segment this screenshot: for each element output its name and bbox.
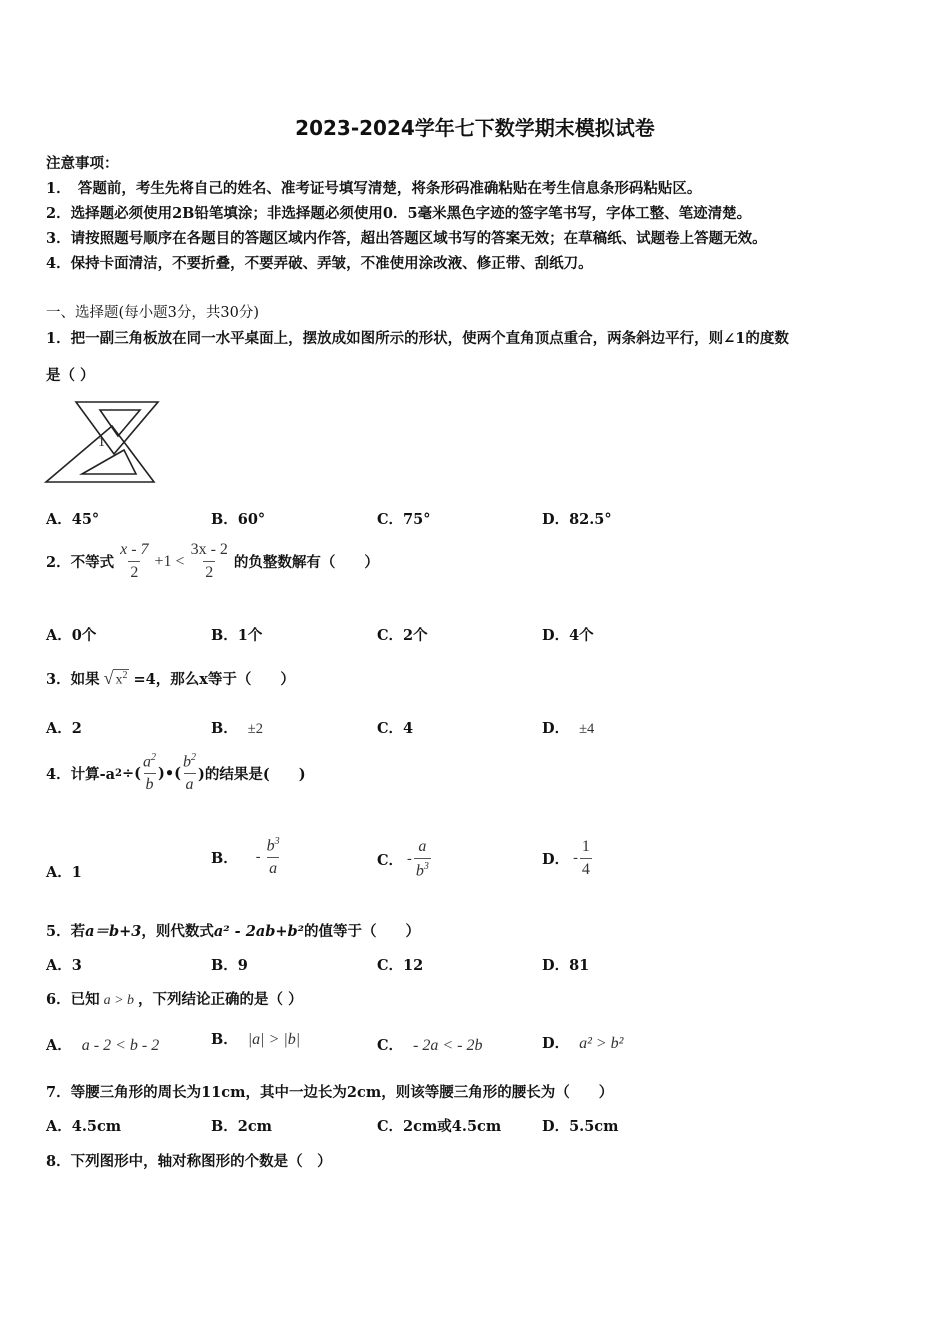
- q6-option-d[interactable]: D． a² > b²: [542, 1035, 624, 1052]
- q4-option-b[interactable]: B． - $\frac{b^3}{a}$: [211, 836, 280, 878]
- notice-item-3: 3．请按照题号顺序在各题目的答题区域内作答，超出答题区域书写的答案无效；在草稿纸、试题卷上答题无效。: [46, 230, 767, 247]
- q4-stem: 4．计算-a 2 ÷( $\frac{a^2}{b}$ )•( $\frac{b^2}{a}$ )的结果是( ): [46, 752, 306, 794]
- q7-option-a[interactable]: A．4.5cm: [46, 1118, 122, 1135]
- q2-suffix: 的负整数解有（ ）: [233, 554, 379, 571]
- q2-prefix: 2．不等式: [46, 554, 115, 571]
- q4-option-a[interactable]: A．1: [46, 864, 82, 881]
- q8-stem: 8．下列图形中，轴对称图形的个数是（ ）: [46, 1153, 332, 1170]
- lower-set-square-inner: [82, 450, 136, 474]
- q4-fraction-1: $\frac{a^2}{b}$: [143, 752, 156, 794]
- q2-fraction-2: $\frac{3x - 2}{2}$: [190, 541, 228, 581]
- q5-option-d[interactable]: D．81: [542, 957, 590, 974]
- q3-option-d[interactable]: D． ±4: [542, 720, 595, 737]
- q5-stem: 5．若a＝b+3，则代数式a² - 2ab+b²的值等于（ ）: [46, 923, 420, 940]
- notice-item-2: 2．选择题必须使用2B铅笔填涂；非选择题必须使用0．5毫米黑色字迹的签字笔书写，字体工整、笔迹清楚。: [46, 205, 752, 222]
- q3-option-c[interactable]: C．4: [377, 720, 414, 737]
- section-heading: 一、选择题(每小题3分，共30分): [46, 305, 259, 321]
- q2-fraction-1: $\frac{x - 7}{2}$: [120, 541, 149, 581]
- sqrt-icon: √: [103, 667, 114, 688]
- q7-stem: 7．等腰三角形的周长为11cm，其中一边长为2cm，则该等腰三角形的腰长为（ ）: [46, 1084, 614, 1101]
- q1-option-d[interactable]: D．82.5°: [542, 511, 612, 528]
- q3-sqrt: √ $x^2$: [103, 667, 128, 688]
- q4-suffix: )的结果是( ): [198, 765, 306, 783]
- q2-stem: [46, 541, 379, 582]
- page-title: 2023-2024学年七下数学期末模拟试卷: [295, 116, 655, 140]
- q6-option-b[interactable]: B． |a| > |b|: [211, 1031, 301, 1048]
- q2-option-b[interactable]: B．1个: [211, 627, 263, 644]
- q3-option-a[interactable]: A．2: [46, 720, 82, 737]
- q3-stem: [46, 668, 295, 689]
- q7-option-b[interactable]: B．2cm: [211, 1118, 273, 1135]
- q4-option-c[interactable]: C． - $\frac{a}{b^3}$: [377, 838, 429, 880]
- notice-item-1: 1． 答题前，考生先将自己的姓名、准考证号填写清楚，将条形码准确粘贴在考生信息条形码粘贴区。: [46, 180, 702, 197]
- q5-option-c[interactable]: C．12: [377, 957, 424, 974]
- q1-stem-line2: 是（ ）: [46, 367, 95, 384]
- q4-option-d[interactable]: D． - $\frac{1}{4}$: [542, 838, 590, 878]
- q5-option-b[interactable]: B．9: [211, 957, 248, 974]
- q5-option-a[interactable]: A．3: [46, 957, 82, 974]
- q2-option-a[interactable]: A．0个: [46, 627, 97, 644]
- q6-option-c[interactable]: C． - 2a < - 2b: [377, 1037, 483, 1054]
- q4-fraction-2: $\frac{b^2}{a}$: [183, 752, 196, 794]
- q4-prefix: 4．计算-a: [46, 765, 116, 783]
- q4-div: ÷(: [121, 764, 141, 782]
- angle-1-label: 1: [98, 435, 105, 450]
- q1-stem-line1: 1．把一副三角板放在同一水平桌面上，摆放成如图所示的形状，使两个直角顶点重合，两条斜边平行，则∠1的度数: [46, 330, 789, 347]
- q6-option-a[interactable]: A． a - 2 < b - 2: [46, 1037, 160, 1054]
- notice-item-4: 4．保持卡面清洁，不要折叠，不要弄破、弄皱，不准使用涂改液、修正带、刮纸刀。: [46, 255, 593, 272]
- q7-option-d[interactable]: D．5.5cm: [542, 1118, 619, 1135]
- q3-suffix: =4，那么x等于（ ）: [133, 671, 295, 688]
- q4-mid: )•(: [158, 764, 181, 782]
- q1-option-b[interactable]: B．60°: [211, 511, 266, 528]
- q6-stem: 6．已知 a > b ，下列结论正确的是（ ）: [46, 991, 303, 1008]
- q2-option-c[interactable]: C．2个: [377, 627, 428, 644]
- q7-option-c[interactable]: C．2cm或4.5cm: [377, 1118, 502, 1135]
- q1-option-c[interactable]: C．75°: [377, 511, 431, 528]
- notice-heading: 注意事项：: [46, 155, 119, 172]
- q2-option-d[interactable]: D．4个: [542, 627, 594, 644]
- q3-prefix: 3．如果: [46, 671, 100, 688]
- q1-option-a[interactable]: A．45°: [46, 511, 100, 528]
- q1-triangle-figure: [44, 398, 164, 488]
- q2-mid: +1 <: [154, 552, 185, 570]
- q3-option-b[interactable]: B． ±2: [211, 720, 263, 737]
